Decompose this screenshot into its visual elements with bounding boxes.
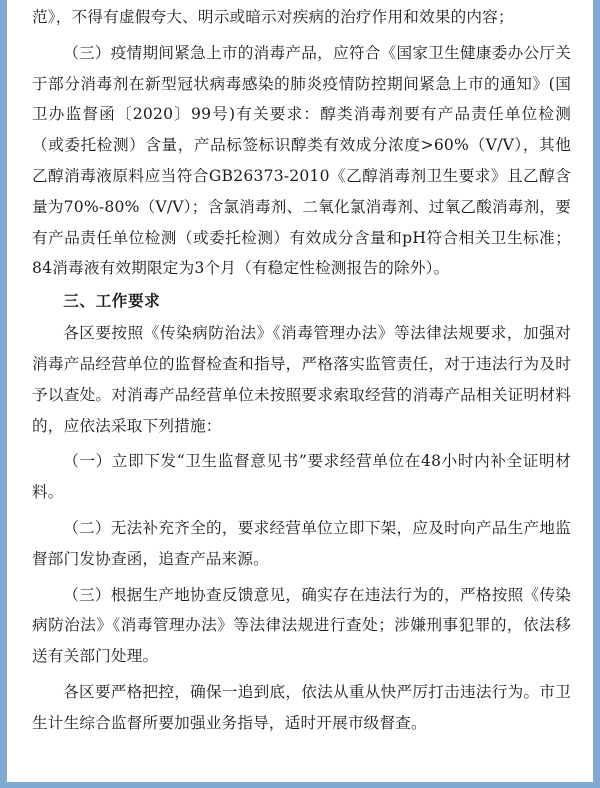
paragraph-district-requirements: 各区要按照《传染病防治法》《消毒管理办法》等法律法规要求，加强对消毒产品经营单位的监督检查和指导，严格落实监管责任，对于违法行为及时予以查处。对消毒产品经营单位未按照要求索取经营的消毒产品相关证明材料的，应依法采取下列措施： xyxy=(32,324,571,435)
paragraph-item-3-emergency-products: （三）疫情期间紧急上市的消毒产品，应符合《国家卫生健康委办公厅关于部分消毒剂在新型冠状病毒感染的肺炎疫情防控期间紧急上市的通知》(国卫办监督函〔2020〕99号)有关要求：醇类消毒剂要有产品责任单位检测（或委托检测）含量，产品标签标识醇类有效成分浓度>60%（V/V），其他乙醇消毒液原料应当符合GB26373-2010《乙醇消毒剂卫生要求》且乙醇含量为70%-80%（V/V）；含氯消毒剂、二氧化氯消毒剂、过氧乙酸消毒剂，要有产品责任单位检测（或委托检测）有效成分含量和pH符合相关卫生标准；84消毒液有效期限定为3个月（有稳定性检测报告的除外）。 xyxy=(32,43,571,278)
document-page xyxy=(7,0,593,782)
paragraph-closing: 各区要严格把控，确保一追到底，依法从重从快严厉打击违法行为。市卫生计生综合监督所要加强业务指导，适时开展市级督查。 xyxy=(32,682,571,732)
paragraph-measure-1: （一）立即下发“卫生监督意见书”要求经营单位在48小时内补全证明材料。 xyxy=(32,452,571,502)
paragraph-measure-2: （二）无法补充齐全的，要求经营单位立即下架，应及时向产品生产地监督部门发协查函，追查产品来源。 xyxy=(32,518,571,568)
paragraph-measure-3: （三）根据生产地协查反馈意见，确实存在违法行为的，严格按照《传染病防治法》《消毒管理办法》等法律法规进行查处；涉嫌刑事犯罪的，依法移送有关部门处理。 xyxy=(32,585,571,666)
paragraph-continuation: 范》，不得有虚假夸大、明示或暗示对疾病的治疗作用和效果的内容； xyxy=(32,8,514,26)
section-heading-work-requirements: 三、工作要求 xyxy=(63,291,161,311)
